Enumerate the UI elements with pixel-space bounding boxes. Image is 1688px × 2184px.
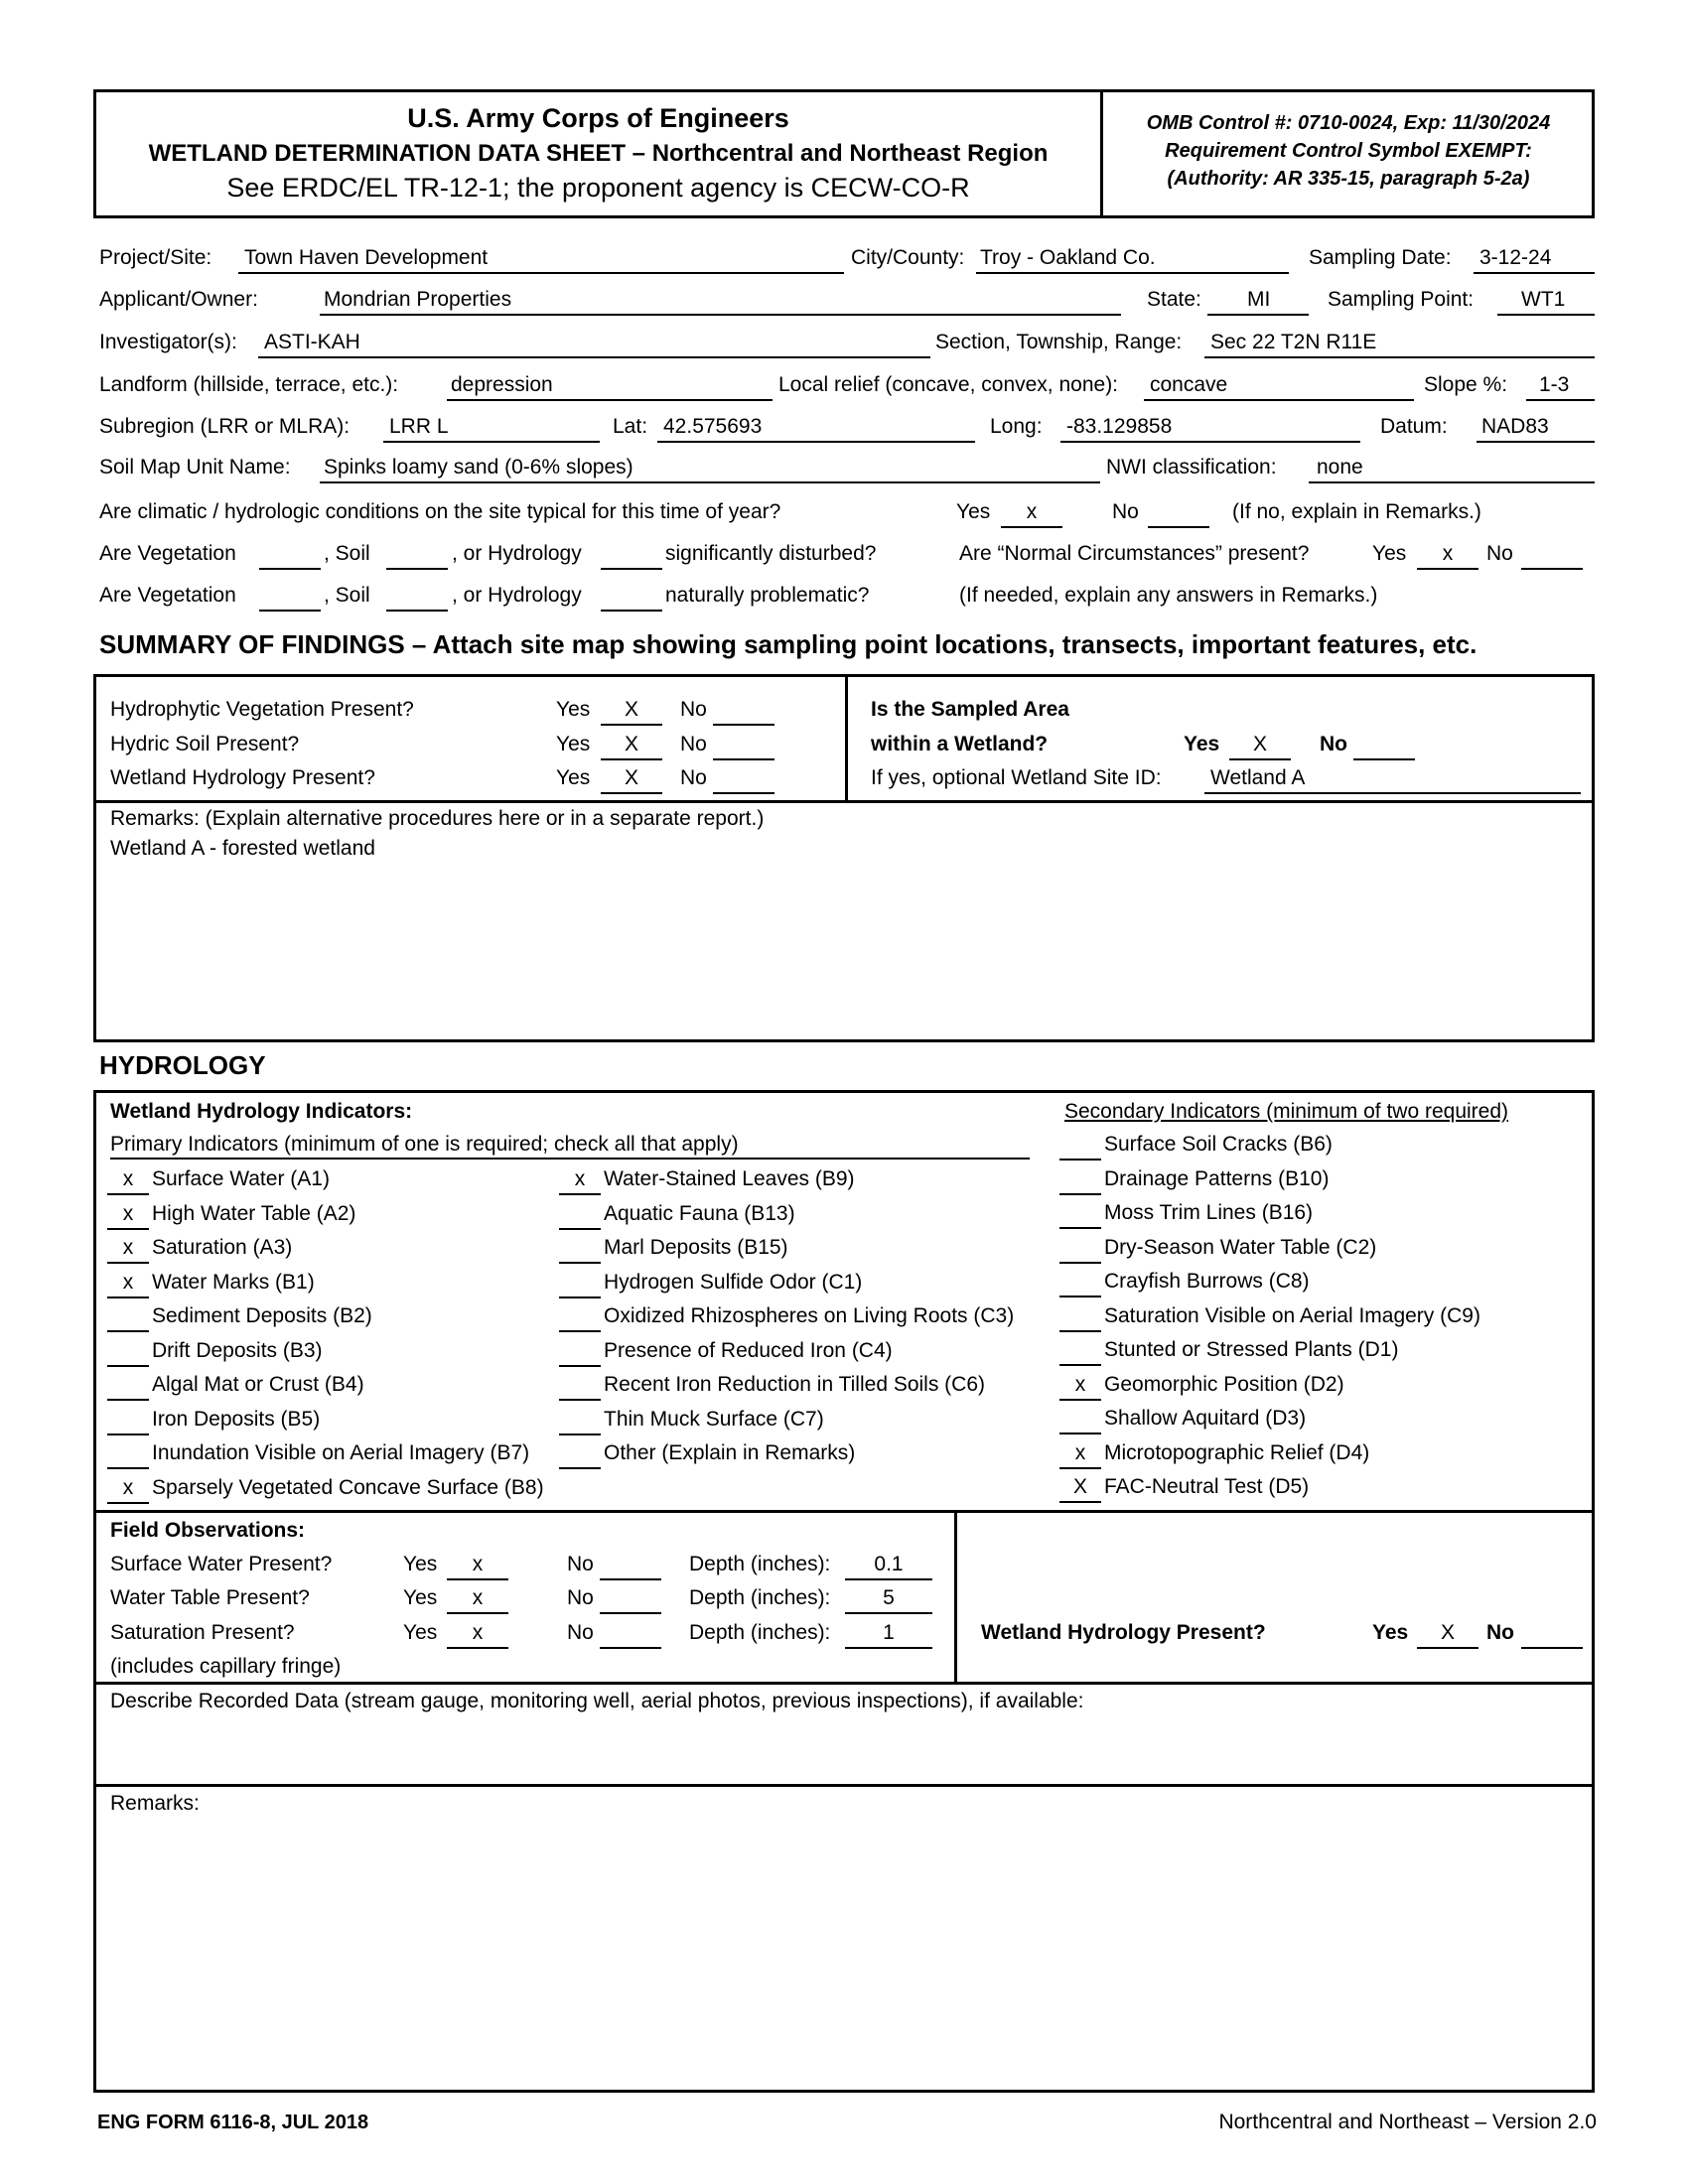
indicator-checkbox[interactable]: x: [122, 1236, 134, 1259]
summary-row-no-label: No: [680, 733, 707, 755]
relief-line: [1144, 399, 1414, 401]
sampled-area-line2: within a Wetland?: [871, 733, 1049, 755]
form-version: Northcentral and Northeast – Version 2.0: [1218, 2111, 1597, 2133]
indicator-label: Microtopographic Relief (D4): [1104, 1440, 1370, 1464]
normal-circumstances: Are “Normal Circumstances” present?: [959, 542, 1310, 565]
indicator-checkbox[interactable]: x: [1074, 1372, 1086, 1396]
authority: (Authority: AR 335-15, paragraph 5-2a): [1167, 168, 1530, 190]
summary-row-yes-label: Yes: [556, 766, 591, 789]
normal-no-label: No: [1486, 542, 1513, 565]
subregion-line: [383, 441, 600, 443]
indicator-label: Water-Stained Leaves (B9): [604, 1167, 855, 1190]
project-label: Project/Site:: [99, 246, 212, 269]
climatic-yes-line: [1001, 526, 1062, 528]
indicator-label: Shallow Aquitard (D3): [1104, 1407, 1307, 1430]
field-observation-label: Saturation Present?: [110, 1621, 295, 1644]
sampled-yes-mark[interactable]: X: [1252, 733, 1267, 755]
omb-control: OMB Control #: 0710-0024, Exp: 11/30/2024: [1146, 112, 1551, 134]
indicator-checkbox[interactable]: x: [122, 1270, 134, 1294]
hydrology-remarks-top: [93, 1784, 1595, 1787]
sampled-no-line[interactable]: [1353, 758, 1415, 760]
indicator-checkbox-line: [107, 1399, 149, 1401]
indicator-label: Inundation Visible on Aerial Imagery (B7): [152, 1441, 530, 1464]
indicator-checkbox[interactable]: x: [122, 1475, 134, 1499]
field-observations-divider: [954, 1510, 957, 1682]
indicator-label: Hydrogen Sulfide Odor (C1): [604, 1270, 863, 1294]
field-yes-label: Yes: [403, 1553, 438, 1575]
city-field[interactable]: Troy - Oakland Co.: [980, 246, 1156, 269]
normal-yes-label: Yes: [1372, 542, 1407, 565]
indicator-label: Saturation Visible on Aerial Imagery (C9): [1104, 1303, 1480, 1327]
indicator-checkbox-line: [559, 1365, 601, 1367]
indicator-checkbox-line: [107, 1467, 149, 1469]
state-field[interactable]: MI: [1247, 288, 1271, 311]
indicator-label: Aquatic Fauna (B13): [604, 1201, 795, 1225]
summary-row-label: Hydrophytic Vegetation Present?: [110, 698, 414, 721]
field-no-label: No: [567, 1621, 594, 1644]
field-no-line[interactable]: [600, 1647, 661, 1649]
indicator-label: Surface Water (A1): [152, 1167, 330, 1190]
long-label: Long:: [990, 415, 1043, 438]
point-line: [1497, 314, 1595, 316]
indicator-checkbox[interactable]: x: [122, 1167, 134, 1190]
field-observations-title: Field Observations:: [110, 1519, 306, 1542]
indicator-checkbox-line: [559, 1297, 601, 1298]
field-depth-value[interactable]: 5: [883, 1586, 895, 1609]
indicator-label: Dry-Season Water Table (C2): [1104, 1235, 1377, 1259]
disturbed-soil-line[interactable]: [386, 568, 448, 570]
site-id-field[interactable]: Wetland A: [1210, 766, 1306, 789]
indicator-label: Crayfish Burrows (C8): [1104, 1270, 1310, 1293]
requirement-symbol: Requirement Control Symbol EXEMPT:: [1165, 140, 1532, 162]
indicator-label: Water Marks (B1): [152, 1270, 315, 1294]
point-label: Sampling Point:: [1328, 288, 1475, 311]
field-depth-label: Depth (inches):: [689, 1553, 831, 1575]
field-yes-mark[interactable]: x: [472, 1586, 484, 1609]
indicator-label: Other (Explain in Remarks): [604, 1441, 856, 1464]
indicator-checkbox[interactable]: x: [122, 1201, 134, 1225]
field-depth-line: [845, 1578, 932, 1580]
indicator-checkbox-line: [107, 1502, 149, 1504]
hydrology-present-yes-label: Yes: [1372, 1621, 1409, 1644]
date-line: [1474, 272, 1595, 274]
disturbed-veg-line[interactable]: [259, 568, 321, 570]
point-field[interactable]: WT1: [1521, 288, 1566, 311]
field-yes-label: Yes: [403, 1586, 438, 1609]
applicant-field[interactable]: Mondrian Properties: [324, 288, 512, 311]
hydrology-present-no-line[interactable]: [1521, 1647, 1583, 1649]
indicator-checkbox-line: [1059, 1159, 1101, 1160]
indicator-checkbox-line: [1059, 1330, 1101, 1332]
indicator-checkbox-line: [559, 1262, 601, 1264]
field-depth-label: Depth (inches):: [689, 1586, 831, 1609]
lat-field[interactable]: 42.575693: [663, 415, 763, 438]
problematic-soil-label: , Soil: [324, 584, 370, 607]
problematic-veg-label: Are Vegetation: [99, 584, 236, 607]
investigator-line: [258, 356, 930, 358]
nwi-field[interactable]: none: [1317, 456, 1363, 478]
indicator-label: Thin Muck Surface (C7): [604, 1407, 824, 1431]
slope-line: [1526, 399, 1595, 401]
date-field[interactable]: 3-12-24: [1479, 246, 1552, 269]
sampled-area-line1: Is the Sampled Area: [871, 698, 1069, 721]
indicator-checkbox-line: [559, 1228, 601, 1230]
indicator-checkbox-line: [1059, 1296, 1101, 1297]
summary-row-yes-line: [601, 758, 662, 760]
summary-remarks-text[interactable]: Wetland A - forested wetland: [110, 837, 375, 860]
slope-label: Slope %:: [1424, 373, 1508, 396]
hydrology-present-label: Wetland Hydrology Present?: [981, 1621, 1266, 1644]
nwi-line: [1309, 481, 1595, 483]
indicator-label: Saturation (A3): [152, 1236, 293, 1259]
soil-field[interactable]: Spinks loamy sand (0-6% slopes): [324, 456, 633, 478]
secondary-indicators-title: Secondary Indicators (minimum of two required): [1064, 1100, 1509, 1123]
header-divider: [1100, 89, 1103, 218]
indicator-checkbox-line: [107, 1365, 149, 1367]
field-no-label: No: [567, 1586, 594, 1609]
hydrology-present-yes-line: [1417, 1647, 1478, 1649]
indicator-checkbox-line: [559, 1399, 601, 1401]
state-label: State:: [1147, 288, 1201, 311]
form-number: ENG FORM 6116-8, JUL 2018: [97, 2112, 369, 2133]
field-depth-value[interactable]: 0.1: [874, 1553, 904, 1575]
indicator-label: Presence of Reduced Iron (C4): [604, 1338, 893, 1362]
field-yes-line: [447, 1647, 508, 1649]
long-field[interactable]: -83.129858: [1066, 415, 1173, 438]
indicator-checkbox-line: [107, 1297, 149, 1298]
disturbed-text: significantly disturbed?: [665, 542, 877, 565]
lat-label: Lat:: [613, 415, 648, 438]
indicator-label: Drainage Patterns (B10): [1104, 1166, 1330, 1190]
sampled-yes-label: Yes: [1184, 733, 1220, 755]
summary-row-yes-mark[interactable]: X: [624, 698, 638, 721]
problematic-hydro-label: , or Hydrology: [452, 584, 582, 607]
indicator-checkbox-line: [559, 1193, 601, 1195]
climatic-note: (If no, explain in Remarks.): [1232, 500, 1481, 523]
summary-row-no-line[interactable]: [713, 792, 774, 794]
indicator-label: Sparsely Vegetated Concave Surface (B8): [152, 1475, 544, 1499]
soil-line: [320, 481, 1100, 483]
sampled-yes-line: [1229, 758, 1291, 760]
sampled-no-label: No: [1320, 733, 1347, 755]
str-line: [1204, 356, 1595, 358]
climatic-question: Are climatic / hydrologic conditions on the site typical for this time of year?: [99, 500, 781, 523]
indicator-checkbox-line: [107, 1433, 149, 1435]
hydrology-present-no-label: No: [1486, 1621, 1514, 1644]
datum-field[interactable]: NAD83: [1481, 415, 1549, 438]
investigator-label: Investigator(s):: [99, 331, 237, 353]
indicator-label: Iron Deposits (B5): [152, 1407, 321, 1431]
indicator-checkbox-line: [1059, 1467, 1101, 1469]
form-subtitle: See ERDC/EL TR-12-1; the proponent agency is CECW-CO-R: [226, 173, 970, 203]
field-yes-line: [447, 1612, 508, 1614]
disturbed-hydro-label: , or Hydrology: [452, 542, 582, 565]
indicator-label: Stunted or Stressed Plants (D1): [1104, 1338, 1399, 1361]
climatic-yes-label: Yes: [956, 500, 991, 523]
indicator-checkbox-line: [559, 1467, 601, 1469]
summary-row-yes-label: Yes: [556, 698, 591, 721]
indicator-checkbox-line: [1059, 1193, 1101, 1195]
field-depth-label: Depth (inches):: [689, 1621, 831, 1644]
indicator-checkbox-line: [559, 1433, 601, 1435]
datum-label: Datum:: [1380, 415, 1448, 438]
field-yes-mark[interactable]: x: [472, 1621, 484, 1644]
indicator-label: High Water Table (A2): [152, 1201, 356, 1225]
field-yes-label: Yes: [403, 1621, 438, 1644]
normal-yes-line: [1417, 568, 1478, 570]
applicant-line: [320, 314, 1121, 316]
soil-label: Soil Map Unit Name:: [99, 456, 291, 478]
state-line: [1207, 314, 1309, 316]
str-label: Section, Township, Range:: [935, 331, 1183, 353]
indicator-label: Surface Soil Cracks (B6): [1104, 1133, 1333, 1156]
problematic-text: naturally problematic?: [665, 584, 870, 607]
field-no-label: No: [567, 1553, 594, 1575]
climatic-no-label: No: [1112, 500, 1139, 523]
climatic-yes-mark[interactable]: x: [1026, 500, 1038, 523]
recorded-data-top: [93, 1682, 1595, 1685]
summary-row-label: Hydric Soil Present?: [110, 733, 300, 755]
summary-row-yes-line: [601, 724, 662, 726]
applicant-label: Applicant/Owner:: [99, 288, 258, 311]
field-depth-line: [845, 1612, 932, 1614]
summary-split: [93, 800, 1595, 803]
summary-row-no-line[interactable]: [713, 724, 774, 726]
hydrology-present-yes-mark[interactable]: X: [1440, 1621, 1455, 1644]
field-observation-label: Surface Water Present?: [110, 1553, 333, 1575]
summary-divider: [845, 674, 848, 803]
investigator-field[interactable]: ASTI-KAH: [264, 331, 360, 353]
recorded-data-label: Describe Recorded Data (stream gauge, monitoring well, aerial photos, previous inspections), if available:: [110, 1690, 1084, 1712]
indicator-checkbox-line: [1059, 1364, 1101, 1366]
indicator-label: Oxidized Rhizospheres on Living Roots (C3): [604, 1304, 1015, 1327]
capillary-note: (includes capillary fringe): [110, 1655, 342, 1678]
summary-row-no-label: No: [680, 766, 707, 789]
nwi-label: NWI classification:: [1106, 456, 1277, 478]
indicator-checkbox-line: [107, 1330, 149, 1332]
indicators-title: Wetland Hydrology Indicators:: [110, 1100, 413, 1123]
field-yes-mark[interactable]: x: [472, 1553, 484, 1575]
relief-label: Local relief (concave, convex, none):: [778, 373, 1119, 396]
field-observation-label: Water Table Present?: [110, 1586, 310, 1609]
indicator-checkbox-line: [1059, 1433, 1101, 1434]
long-line: [1060, 441, 1360, 443]
field-no-line[interactable]: [600, 1578, 661, 1580]
problematic-hydro-line[interactable]: [601, 610, 662, 612]
landform-field[interactable]: depression: [451, 373, 553, 396]
field-observations-top: [93, 1510, 1595, 1513]
subregion-label: Subregion (LRR or MLRA):: [99, 415, 351, 438]
summary-row-yes-mark[interactable]: X: [624, 733, 638, 755]
summary-row-yes-line: [601, 792, 662, 794]
summary-heading: SUMMARY OF FINDINGS – Attach site map showing sampling point locations, transects, important features, etc.: [99, 629, 1477, 659]
field-yes-line: [447, 1578, 508, 1580]
indicator-label: Sediment Deposits (B2): [152, 1304, 372, 1327]
summary-row-no-line[interactable]: [713, 758, 774, 760]
disturbed-soil-label: , Soil: [324, 542, 370, 565]
lat-line: [657, 441, 975, 443]
indicator-label: Moss Trim Lines (B16): [1104, 1201, 1314, 1224]
summary-row-label: Wetland Hydrology Present?: [110, 766, 375, 789]
problematic-note: (If needed, explain any answers in Remarks.): [959, 584, 1378, 607]
indicator-checkbox[interactable]: X: [1072, 1475, 1087, 1498]
form-title: WETLAND DETERMINATION DATA SHEET – Northcentral and Northeast Region: [148, 140, 1049, 167]
project-field[interactable]: Town Haven Development: [244, 246, 489, 269]
indicator-label: Drift Deposits (B3): [152, 1338, 323, 1362]
site-id-label: If yes, optional Wetland Site ID:: [871, 766, 1162, 789]
indicator-label: Algal Mat or Crust (B4): [152, 1373, 364, 1396]
field-depth-line: [845, 1647, 932, 1649]
project-line: [238, 272, 844, 274]
str-field[interactable]: Sec 22 T2N R11E: [1210, 331, 1377, 353]
indicator-checkbox-line: [107, 1193, 149, 1195]
date-label: Sampling Date:: [1309, 246, 1452, 269]
indicator-checkbox-line: [1059, 1399, 1101, 1401]
primary-indicators-title: Primary Indicators (minimum of one is required; check all that apply): [110, 1133, 739, 1156]
indicator-checkbox-line: [1059, 1501, 1101, 1503]
normal-no-line[interactable]: [1521, 568, 1583, 570]
relief-field[interactable]: concave: [1150, 373, 1228, 396]
summary-row-yes-mark[interactable]: X: [624, 766, 638, 789]
landform-label: Landform (hillside, terrace, etc.):: [99, 373, 399, 396]
indicator-checkbox-line: [107, 1228, 149, 1230]
indicator-checkbox-line: [1059, 1227, 1101, 1229]
indicator-checkbox[interactable]: x: [1074, 1440, 1086, 1464]
hydrology-heading: HYDROLOGY: [99, 1050, 266, 1080]
subregion-field[interactable]: LRR L: [389, 415, 449, 438]
agency-title: U.S. Army Corps of Engineers: [407, 103, 789, 133]
climatic-no-line[interactable]: [1148, 526, 1209, 528]
site-id-line: [1204, 792, 1581, 794]
datum-line: [1477, 441, 1595, 443]
indicator-label: Recent Iron Reduction in Tilled Soils (C6): [604, 1373, 986, 1396]
landform-line: [447, 399, 773, 401]
problematic-soil-line[interactable]: [386, 610, 448, 612]
summary-row-yes-label: Yes: [556, 733, 591, 755]
primary-title-underline: [110, 1158, 1030, 1160]
indicator-checkbox-line: [1059, 1262, 1101, 1264]
indicator-checkbox-line: [107, 1262, 149, 1264]
disturbed-hydro-line[interactable]: [601, 568, 662, 570]
disturbed-veg-label: Are Vegetation: [99, 542, 236, 565]
indicator-label: FAC-Neutral Test (D5): [1104, 1475, 1310, 1498]
indicator-checkbox-line: [559, 1330, 601, 1332]
problematic-veg-line[interactable]: [259, 610, 321, 612]
indicator-label: Geomorphic Position (D2): [1104, 1372, 1344, 1396]
hydrology-remarks-label: Remarks:: [110, 1792, 200, 1815]
field-depth-value[interactable]: 1: [883, 1621, 895, 1644]
indicator-checkbox[interactable]: x: [574, 1167, 586, 1190]
field-no-line[interactable]: [600, 1612, 661, 1614]
indicator-label: Marl Deposits (B15): [604, 1236, 788, 1259]
summary-row-no-label: No: [680, 698, 707, 721]
slope-field[interactable]: 1-3: [1539, 373, 1570, 396]
normal-yes-mark[interactable]: x: [1442, 542, 1454, 565]
city-line: [976, 272, 1289, 274]
city-label: City/County:: [851, 246, 965, 269]
summary-remarks-label: Remarks: (Explain alternative procedures here or in a separate report.): [110, 807, 765, 830]
